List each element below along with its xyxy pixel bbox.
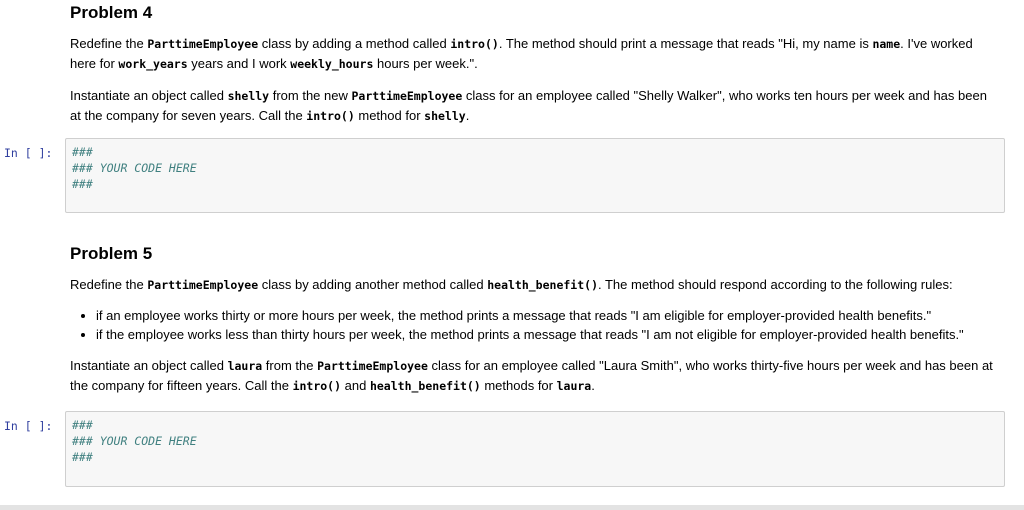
- problem-4-paragraph-2: Instantiate an object called shelly from the new ParttimeEmployee class for an employee called "Shelly Walker", who works ten hours per week and has been at the company for seven years. Call the intro() method for shelly.: [70, 88, 987, 123]
- problem-4-title: Problem 4: [70, 3, 153, 22]
- cell-2-code-editor[interactable]: [65, 411, 1005, 487]
- cell-2-input-prompt: In [ ]:: [4, 419, 53, 433]
- code-comment-line: ### YOUR CODE HERE: [72, 161, 197, 175]
- code-comment-line: ###: [72, 418, 93, 432]
- problem-4-paragraph-1: Redefine the ParttimeEmployee class by adding a method called intro(). The method should print a message that reads "Hi, my name is name. I've worked here for work_years years and I work weekly_hours hours per week.".: [70, 36, 973, 71]
- problem-5-title: Problem 5: [70, 244, 153, 263]
- rule-list-item: • if an employee works thirty or more hours per week, the method prints a message that reads "I am eligible for employer-provided health benefits.": [96, 306, 1000, 325]
- cell-1-input-prompt: In [ ]:: [4, 146, 53, 160]
- code-comment-line: ###: [72, 177, 93, 191]
- bottom-scroll-edge: [0, 505, 1024, 510]
- rule-list-item: • if the employee works less than thirty hours per week, the method prints a message that reads "I am not eligible for employer-provided health benefits.": [96, 325, 1000, 344]
- cell-1-code-editor[interactable]: [65, 138, 1005, 213]
- problem-5-markdown-cell[interactable]: [70, 244, 1000, 396]
- problem-4-markdown-cell[interactable]: [70, 3, 1000, 126]
- code-comment-line: ### YOUR CODE HERE: [72, 434, 197, 448]
- problem-5-paragraph-2: Instantiate an object called laura from the ParttimeEmployee class for an employee called "Laura Smith", who works thirty-five hours per week and has been at the company for fifteen years. Call the intro() and health_benefit() methods for laura.: [70, 358, 993, 393]
- code-comment-line: ###: [72, 450, 93, 464]
- problem-5-paragraph-1: Redefine the ParttimeEmployee class by adding another method called health_benefit(). The method should respond according to the following rules:: [70, 277, 953, 292]
- code-comment-line: ###: [72, 145, 93, 159]
- rules-list: [70, 306, 1000, 344]
